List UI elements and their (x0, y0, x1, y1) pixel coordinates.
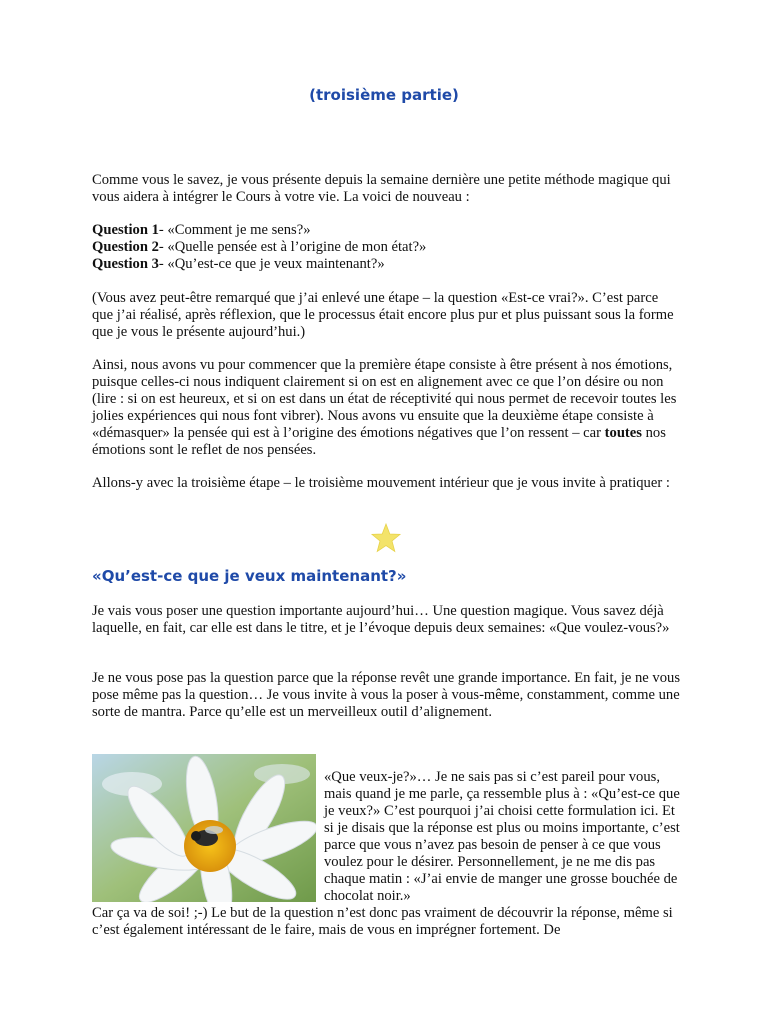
question-label: Question 3 (92, 256, 159, 272)
question-label: Question 2 (92, 239, 159, 255)
intro-paragraph: Comme vous le savez, je vous présente depuis la semaine dernière une petite méthode magique qui vous aidera à intégrer le Cours à votre vie. La voici de nouveau : (92, 172, 671, 205)
question-label: Question 1 (92, 222, 159, 238)
question-item (92, 239, 682, 256)
question-list (92, 222, 682, 273)
pose-paragraph: Je ne vous pose pas la question parce que la réponse revêt une grande importance. En fait, je ne vous pose même pas la question… Je vous invite à vous la poser à vous-même, constamment, comme une sorte de mantra. Parce qu’elle est un merveilleux outil d’alignement. (92, 670, 681, 720)
closing-paragraph: Car ça va de soi! ;-) Le but de la question n’est donc pas vraiment de découvrir la réponse, même si c’est également intéressant de le faire, mais de vous en imprégner fortement. De (92, 905, 673, 938)
question-item (92, 256, 682, 273)
allons-paragraph: Allons-y avec la troisième étape – le troisième mouvement intérieur que je vous invite à pratiquer : (92, 475, 670, 491)
question-text: - «Comment je me sens?» (158, 222, 311, 238)
section-heading: «Qu’est-ce que je veux maintenant?» (92, 567, 407, 585)
ainsi-paragraph (92, 357, 682, 459)
wrap-paragraph: «Que veux-je?»… Je ne sais pas si c’est pareil pour vous, mais quand je me parle, ça ressemble plus à : «Qu’est-ce que je veux?» C’est pourquoi j’ai choisi cette formulation ici. Et si je disais que la réponse est plus ou moins importante, c’est parce que vous n’avez pas besoin de penser à ce que vous voulez pour le désirer. Personnellement, je ne me dis pas chaque matin : «J’ai envie de manger une grosse bouchée de chocolat noir.» (324, 769, 680, 904)
poser-paragraph: Je vais vous poser une question importante aujourd’hui… Une question magique. Vous savez déjà laquelle, en fait, car elle est dans le titre, et je l’évoque depuis deux semaines: «Que voulez-vous?» (92, 603, 670, 636)
parenthesis-paragraph: (Vous avez peut-être remarqué que j’ai enlevé une étape – la question «Est-ce vrai?». C’est parce que j’ai réalisé, après réflexion, que le processus était encore plus pur et plus puissant sous la forme que je vous le présente aujourd’hui.) (92, 290, 674, 340)
emphasis-toutes: toutes (604, 425, 642, 441)
daisy-bee-photo (92, 754, 316, 902)
star-icon (370, 522, 402, 554)
ainsi-text-end: nos émotions sont le reflet de nos pensées. (92, 425, 666, 458)
page-subtitle: (troisième partie) (309, 86, 459, 104)
question-text: - «Quelle pensée est à l’origine de mon état?» (158, 239, 427, 255)
question-item (92, 222, 682, 239)
question-text: - «Qu’est-ce que je veux maintenant?» (158, 256, 385, 272)
ainsi-text: Ainsi, nous avons vu pour commencer que la première étape consiste à être présent à nos émotions, puisque celles-ci nous indiquent clairement si on est en alignement avec ce que l’on désire ou non (lire : si on est heureux, et si on est dans un état de réceptivité qui nous permet de recevoir toutes les jolies expériences qui nous font vibrer). Nous avons vu ensuite que la deuxième étape consiste à «démasquer» la pensée qui est à l’origine des émotions négatives que l’on ressent – car (92, 357, 677, 441)
